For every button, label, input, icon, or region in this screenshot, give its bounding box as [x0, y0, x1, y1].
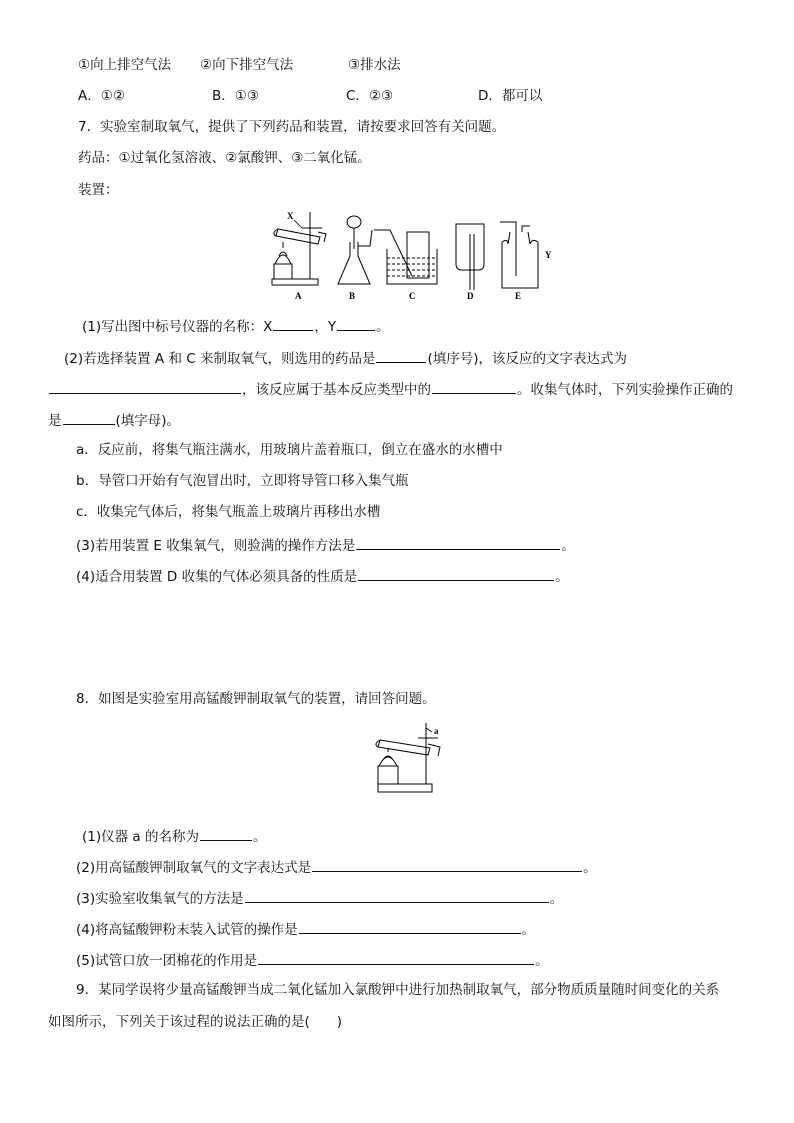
- method-3: ③排水法: [348, 57, 401, 73]
- answer-blank-instrument-a[interactable]: [200, 826, 252, 841]
- q7-apparatus-label: 装置：: [78, 182, 119, 198]
- q7-p3: [76, 535, 575, 555]
- q7-p4-text: (4)适合用装置 D 收集的气体必须具备的性质是: [76, 569, 358, 585]
- q7-p2-line2: [48, 379, 733, 399]
- q8-p1-text: (1)仪器 a 的名称为: [82, 829, 199, 845]
- label-d: D: [467, 291, 474, 301]
- q7-p2-line1: [64, 348, 627, 368]
- q8-p3: [76, 888, 563, 908]
- q7-drugs: 药品：①过氧化氢溶液、②氯酸钾、③二氧化锰。: [78, 150, 371, 166]
- q7-p1-text-a: (1)写出图中标号仪器的名称：X: [82, 319, 273, 335]
- answer-blank-letter[interactable]: [63, 410, 115, 425]
- q9-line2: 如图所示，下列关于该过程的说法正确的是( ): [48, 1014, 343, 1030]
- q7-p1: [82, 316, 390, 336]
- q8-p2-end: 。: [583, 860, 597, 876]
- apparatus-b: [338, 216, 372, 301]
- label-a: A: [295, 291, 302, 301]
- q7-p2-line3: [48, 410, 180, 430]
- q7-p2-text-f: (填字母)。: [115, 413, 181, 429]
- answer-blank-drugs[interactable]: [376, 348, 426, 363]
- answer-blank-reaction-type[interactable]: [432, 379, 516, 394]
- q7-stem: 7．实验室制取氧气，提供了下列药品和装置，请按要求回答有关问题。: [78, 119, 506, 135]
- q8-p2-text: (2)用高锰酸钾制取氧气的文字表达式是: [76, 860, 312, 876]
- option-d: D．都可以: [478, 88, 543, 104]
- q8-p2: [76, 857, 597, 877]
- method-1: ①向上排空气法: [78, 57, 172, 73]
- label-a-clamp: a: [434, 726, 439, 736]
- answer-blank-check-full[interactable]: [356, 535, 560, 550]
- apparatus-c: [374, 230, 437, 301]
- q8-apparatus-figure: [368, 718, 448, 814]
- label-y: Y: [545, 250, 552, 260]
- q8-p5: [76, 950, 549, 970]
- apparatus-d: [456, 224, 484, 301]
- method-2: ②向下排空气法: [200, 57, 294, 73]
- q7-p3-end: 。: [561, 538, 575, 554]
- q8-p3-text: (3)实验室收集氧气的方法是: [76, 891, 244, 907]
- q7-p2-text-d: 。收集气体时，下列实验操作正确的: [517, 382, 733, 398]
- answer-blank-loading-operation[interactable]: [299, 919, 521, 934]
- q7-choice-c: c．收集完气体后，将集气瓶盖上玻璃片再移出水槽: [76, 504, 381, 520]
- q7-p4: [76, 566, 569, 586]
- q9-line1: 9．某同学误将少量高锰酸钾当成二氧化锰加入氯酸钾中进行加热制取氧气，部分物质质量随时间变化的关系: [76, 982, 720, 998]
- option-c: C．②③: [346, 88, 394, 104]
- q7-choice-a: a．反应前，将集气瓶注满水，用玻璃片盖着瓶口，倒立在盛水的水槽中: [76, 442, 503, 458]
- q8-p3-end: 。: [549, 891, 564, 907]
- q8-p1: [82, 826, 266, 846]
- apparatus-a: [272, 211, 326, 301]
- q7-p2-text-e: 是: [48, 413, 62, 429]
- q7-p4-end: 。: [555, 569, 569, 585]
- label-b: B: [349, 291, 356, 301]
- label-e: E: [515, 291, 522, 301]
- q8-p4-text: (4)将高锰酸钾粉末装入试管的操作是: [76, 922, 298, 938]
- label-c: C: [409, 291, 416, 301]
- q7-choice-b: b．导管口开始有气泡冒出时，立即将导管口移入集气瓶: [76, 473, 409, 489]
- answer-blank-equation[interactable]: [49, 379, 241, 394]
- answer-blank-collect-method[interactable]: [245, 888, 549, 903]
- answer-blank-gas-property[interactable]: [358, 566, 554, 581]
- label-x: X: [287, 211, 294, 221]
- q7-p1-text-b: ，Y: [314, 319, 337, 335]
- q7-p3-text: (3)若用装置 E 收集氧气，则验满的操作方法是: [76, 538, 356, 554]
- q8-stem: 8．如图是实验室用高锰酸钾制取氧气的装置，请回答问题。: [76, 691, 436, 707]
- apparatus-e: [500, 222, 552, 301]
- q7-p2-text-c: ，该反应属于基本反应类型中的: [242, 382, 431, 398]
- q7-apparatus-figure: [262, 204, 562, 308]
- q8-p5-text: (5)试管口放一团棉花的作用是: [76, 953, 258, 969]
- answer-blank-cotton-purpose[interactable]: [258, 950, 534, 965]
- answer-blank-kmno4-equation[interactable]: [312, 857, 582, 872]
- q7-p2-text-b: (填序号)，该反应的文字表达式为: [427, 351, 627, 367]
- q8-p1-end: 。: [252, 829, 267, 845]
- q7-p1-text-c: 。: [376, 319, 390, 335]
- q7-p2-text-a: (2)若选择装置 A 和 C 来制取氧气，则选用的药品是: [64, 351, 376, 367]
- q8-p5-end: 。: [535, 953, 549, 969]
- q8-p4: [76, 919, 535, 939]
- option-b: B．①③: [212, 88, 259, 104]
- answer-blank-y[interactable]: [337, 316, 375, 331]
- answer-blank-x[interactable]: [273, 316, 313, 331]
- option-a: A．①②: [78, 88, 125, 104]
- q8-p4-end: 。: [521, 922, 536, 938]
